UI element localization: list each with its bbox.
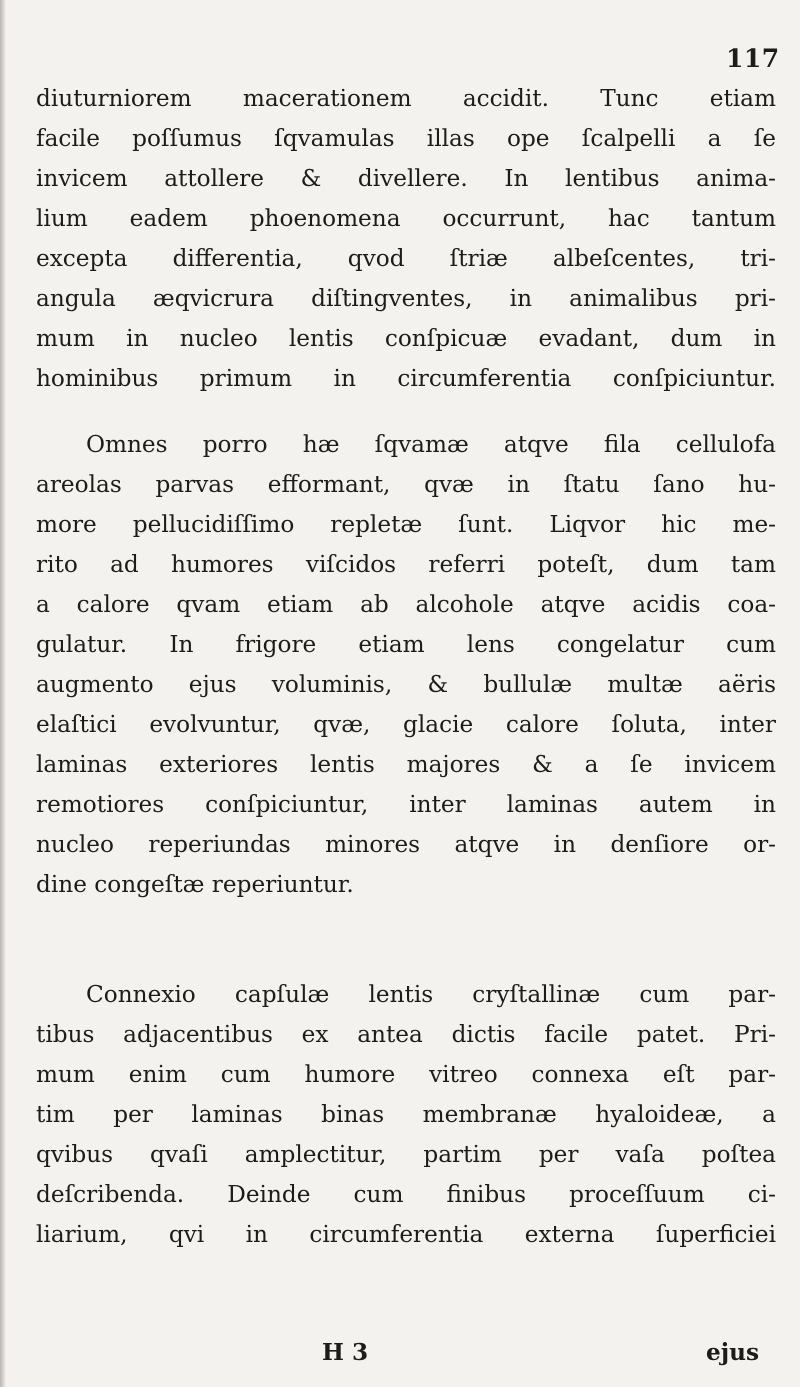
text-line: mum enim cum humore vitreo connexa eſt par- [36, 1061, 776, 1088]
page-number: 117 [726, 44, 780, 73]
text-line: angula æqvicrura diſtingventes, in animalibus pri- [36, 285, 776, 312]
text-line: tibus adjacentibus ex antea dictis facile patet. Pri- [36, 1021, 776, 1048]
text-line: remotiores conſpiciuntur, inter laminas autem in [36, 791, 776, 818]
text-line: invicem attollere & divellere. In lentibus anima- [36, 165, 776, 192]
text-line: laminas exteriores lentis majores & a ſe invicem [36, 751, 776, 778]
text-line: facile poſſumus ſqvamulas illas ope ſcalpelli a ſe [36, 125, 776, 152]
page-binding-shadow [0, 0, 6, 1387]
signature-mark: H 3 [322, 1339, 369, 1366]
text-line: nucleo reperiundas minores atqve in denſiore or- [36, 831, 776, 858]
text-line: gulatur. In frigore etiam lens congelatur cum [36, 631, 776, 658]
text-line: a calore qvam etiam ab alcohole atqve acidis coa- [36, 591, 776, 618]
text-line-indented: Omnes porro hæ ſqvamæ atqve fila cellulofa [86, 431, 776, 458]
text-line: rito ad humores viſcidos referri poteſt, dum tam [36, 551, 776, 578]
text-line: areolas parvas efformant, qvæ in ſtatu ſano hu- [36, 471, 776, 498]
catchword: ejus [706, 1339, 760, 1366]
text-line: elaſtici evolvuntur, qvæ, glacie calore ſoluta, inter [36, 711, 776, 738]
text-line-indented: Connexio capſulæ lentis cryſtallinæ cum par- [86, 981, 776, 1008]
text-line: tim per laminas binas membranæ hyaloideæ, a [36, 1101, 776, 1128]
text-line: diuturniorem macerationem accidit. Tunc etiam [36, 85, 776, 112]
text-line: lium eadem phoenomena occurrunt, hac tantum [36, 205, 776, 232]
text-line: augmento ejus voluminis, & bullulæ multæ aëris [36, 671, 776, 698]
text-line: dine congeſtæ reperiuntur. [36, 871, 354, 898]
text-line: deſcribenda. Deinde cum finibus proceſſuum ci- [36, 1181, 776, 1208]
text-line: more pellucidiſſimo repletæ ſunt. Liqvor hic me- [36, 511, 776, 538]
text-line: mum in nucleo lentis conſpicuæ evadant, dum in [36, 325, 776, 352]
text-line: qvibus qvaſi amplectitur, partim per vaſa poſtea [36, 1141, 776, 1168]
text-line: liarium, qvi in circumferentia externa ſuperficiei [36, 1221, 776, 1248]
text-line: hominibus primum in circumferentia conſpiciuntur. [36, 365, 776, 392]
text-line: excepta differentia, qvod ſtriæ albeſcentes, tri- [36, 245, 776, 272]
